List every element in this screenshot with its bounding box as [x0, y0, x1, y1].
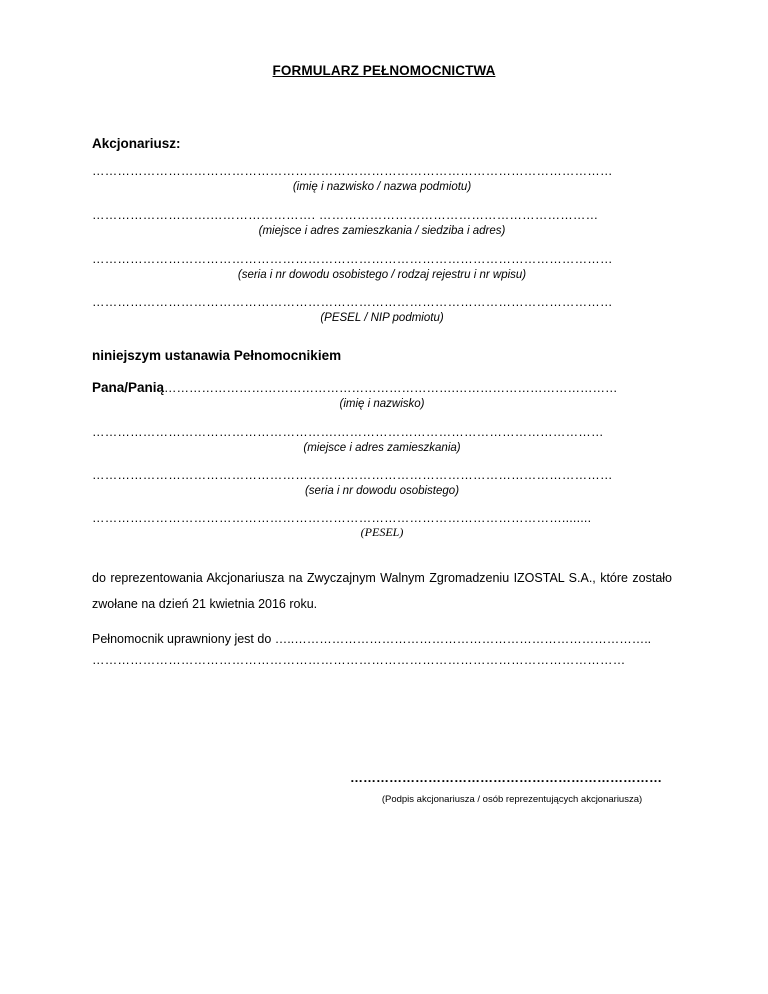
shareholder-address-caption: (miejsce i adres zamieszkania / siedziba i adres): [258, 225, 506, 237]
shareholder-address-field[interactable]: ……………………….……………………. …………………………………………………………: [92, 208, 599, 222]
shareholder-id-field[interactable]: ……………………………………………………………………………………………………………: [92, 252, 613, 266]
authorized-row: [92, 631, 674, 647]
shareholder-pesel-field[interactable]: ……………………………………………………………………………………………………………: [92, 295, 613, 309]
proxy-name-field[interactable]: …………………………………………………………….…………………………………: [164, 381, 618, 395]
proxy-address-caption: (miejsce i adres zamieszkania): [303, 442, 461, 454]
authorized-field-continued[interactable]: ………………………………………………………………………………………………………………: [92, 653, 626, 667]
shareholder-pesel-caption: (PESEL / NIP podmiotu): [320, 312, 444, 324]
proxy-name-row: [92, 380, 674, 396]
signature-caption: (Podpis akcjonariusza / osób reprezentujących akcjonariusza): [381, 794, 643, 805]
authorized-label: Pełnomocnik uprawniony jest do: [92, 632, 272, 646]
proxy-address-field[interactable]: ………………………………………………….………………………………………………………: [92, 425, 604, 439]
proxy-pesel-field[interactable]: …………………………………………………………………………………………………........: [92, 511, 592, 525]
shareholder-name-field[interactable]: ……………………………………………………………………………………………………………: [92, 164, 613, 178]
proxy-id-field[interactable]: ……………………………………………………………………………………………………………: [92, 468, 613, 482]
proxy-name-label: Pana/Panią: [92, 380, 165, 395]
proxy-id-caption: (seria i nr dowodu osobistego): [304, 485, 460, 497]
proxy-pesel-caption: (PESEL): [360, 525, 404, 539]
shareholder-name-caption: (imię i nazwisko / nazwa podmiotu): [292, 181, 472, 193]
representation-paragraph: do reprezentowania Akcjonariusza na Zwyczajnym Walnym Zgromadzeniu IZOSTAL S.A., które zostało zwołane na dzień 21 kwietnia 2016 roku.: [92, 571, 672, 611]
proxy-heading: niniejszym ustanawia Pełnomocnikiem: [92, 348, 342, 363]
signature-field[interactable]: ………………………………………………………………: [350, 770, 662, 785]
shareholder-id-caption: (seria i nr dowodu osobistego / rodzaj rejestru i nr wpisu): [237, 269, 527, 281]
authorized-field[interactable]: …..…………………………………………………………………………..: [274, 632, 652, 646]
shareholder-heading: Akcjonariusz:: [92, 136, 181, 151]
form-title: FORMULARZ PEŁNOMOCNICTWA: [272, 63, 496, 78]
proxy-name-caption: (imię i nazwisko): [339, 398, 425, 410]
